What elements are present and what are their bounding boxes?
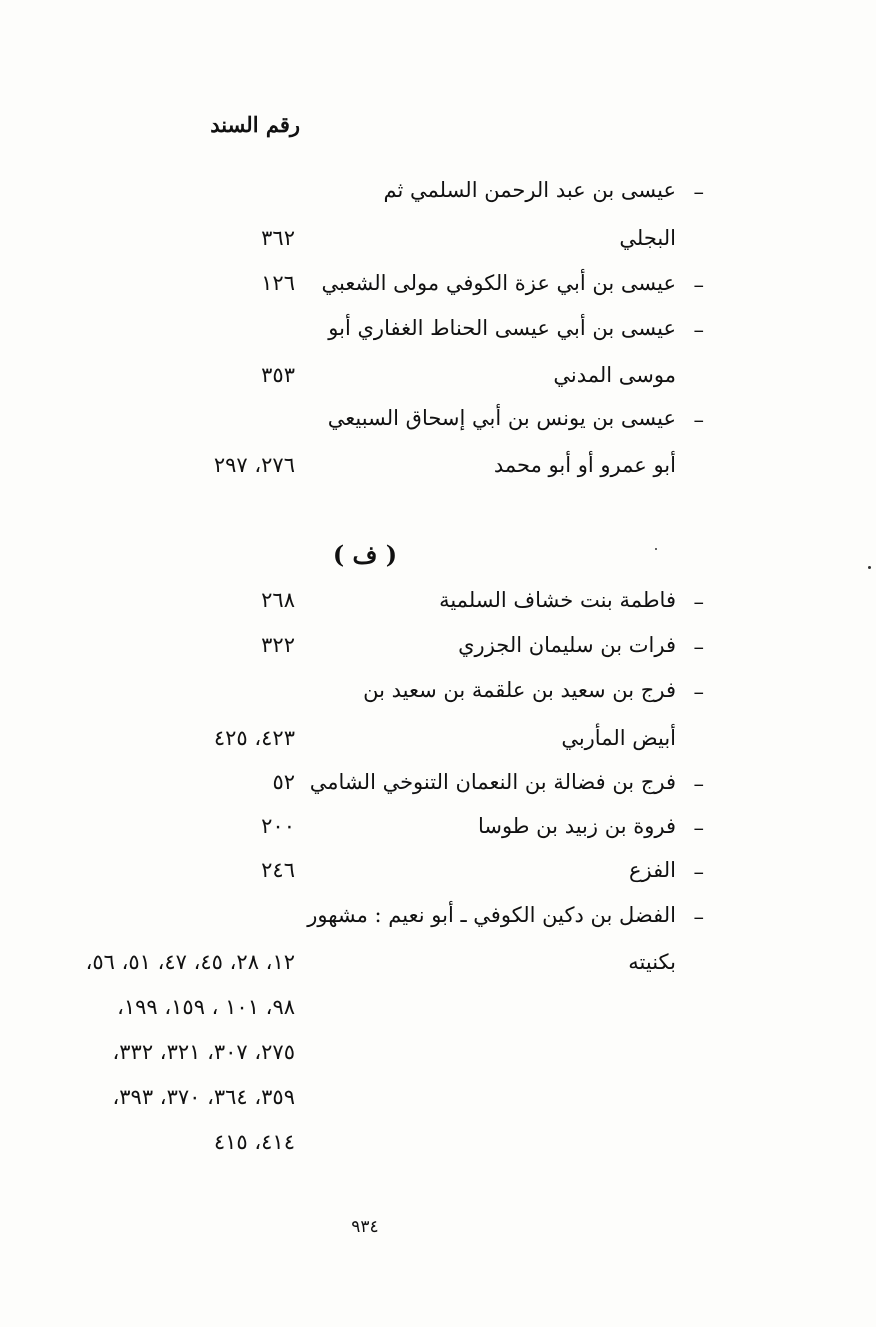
entry-dash: – bbox=[693, 635, 704, 659]
entry-refs-line: ٢٧٥، ٣٠٧، ٣٢١، ٣٣٢، bbox=[112, 1040, 295, 1064]
entry-name: عيسى بن عبد الرحمن السلمي ثم bbox=[383, 178, 676, 202]
entry-name: عيسى بن يونس بن أبي إسحاق السبيعي bbox=[327, 406, 676, 430]
entry-name: فرات بن سليمان الجزري bbox=[458, 633, 676, 657]
entry-dash: – bbox=[693, 772, 704, 796]
entry-dash: – bbox=[693, 905, 704, 929]
entry-refs: ٢٠٠ bbox=[261, 814, 295, 838]
entry-refs: ٣٦٢ bbox=[261, 226, 295, 250]
entry-name-continued: بكنيته bbox=[628, 950, 676, 974]
entry-refs: ١٢٦ bbox=[261, 271, 295, 295]
entry-dash: – bbox=[693, 273, 704, 297]
entry-name: عيسى بن أبي عزة الكوفي مولى الشعبي bbox=[321, 271, 676, 295]
entry-refs: ٤٢٣، ٤٢٥ bbox=[213, 726, 295, 750]
entry-name-continued: أبو عمرو أو أبو محمد bbox=[493, 453, 676, 477]
section-letter-heading: ( ف ) bbox=[332, 540, 398, 569]
entry-dash: – bbox=[693, 408, 704, 432]
entry-refs: ٥٢ bbox=[272, 770, 295, 794]
entry-refs-line: ٩٨، ١٠١ ، ١٥٩، ١٩٩، bbox=[117, 995, 295, 1019]
entry-name: فروة بن زبيد بن طوسا bbox=[477, 814, 676, 838]
entry-name: عيسى بن أبي عيسى الحناط الغفاري أبو bbox=[328, 316, 676, 340]
scan-speck bbox=[868, 566, 871, 569]
entry-refs-line: ٤١٤، ٤١٥ bbox=[213, 1130, 295, 1154]
entry-dash: – bbox=[693, 680, 704, 704]
entry-name: الفزع bbox=[629, 858, 676, 882]
entry-refs: ٢٦٨ bbox=[261, 588, 295, 612]
entry-dash: – bbox=[693, 180, 704, 204]
column-header: رقم السند bbox=[210, 112, 300, 137]
entry-refs: ٢٧٦، ٢٩٧ bbox=[213, 453, 295, 477]
entry-refs: ٣٢٢ bbox=[261, 633, 295, 657]
entry-dash: – bbox=[693, 590, 704, 614]
entry-name-continued: موسى المدني bbox=[553, 363, 676, 387]
entry-refs-line: ١٢، ٢٨، ٤٥، ٤٧، ٥١، ٥٦، bbox=[85, 950, 295, 974]
entry-name-continued: البجلي bbox=[619, 226, 676, 250]
entry-dash: – bbox=[693, 318, 704, 342]
entry-dash: – bbox=[693, 816, 704, 840]
entry-refs: ٣٥٣ bbox=[261, 363, 295, 387]
entry-refs-line: ٣٥٩، ٣٦٤، ٣٧٠، ٣٩٣، bbox=[112, 1085, 295, 1109]
entry-refs: ٢٤٦ bbox=[261, 858, 295, 882]
entry-name: الفضل بن دكين الكوفي ـ أبو نعيم : مشهور bbox=[307, 903, 676, 927]
entry-name: فاطمة بنت خشاف السلمية bbox=[439, 588, 676, 612]
entry-name-continued: أبيض المأربي bbox=[561, 726, 676, 750]
page-number: ٩٣٤ bbox=[351, 1217, 379, 1237]
entry-name: فرج بن سعيد بن علقمة بن سعيد بن bbox=[363, 678, 676, 702]
entry-name: فرج بن فضالة بن النعمان التنوخي الشامي bbox=[309, 770, 676, 794]
entry-dash: – bbox=[693, 860, 704, 884]
scan-speck bbox=[655, 548, 657, 550]
